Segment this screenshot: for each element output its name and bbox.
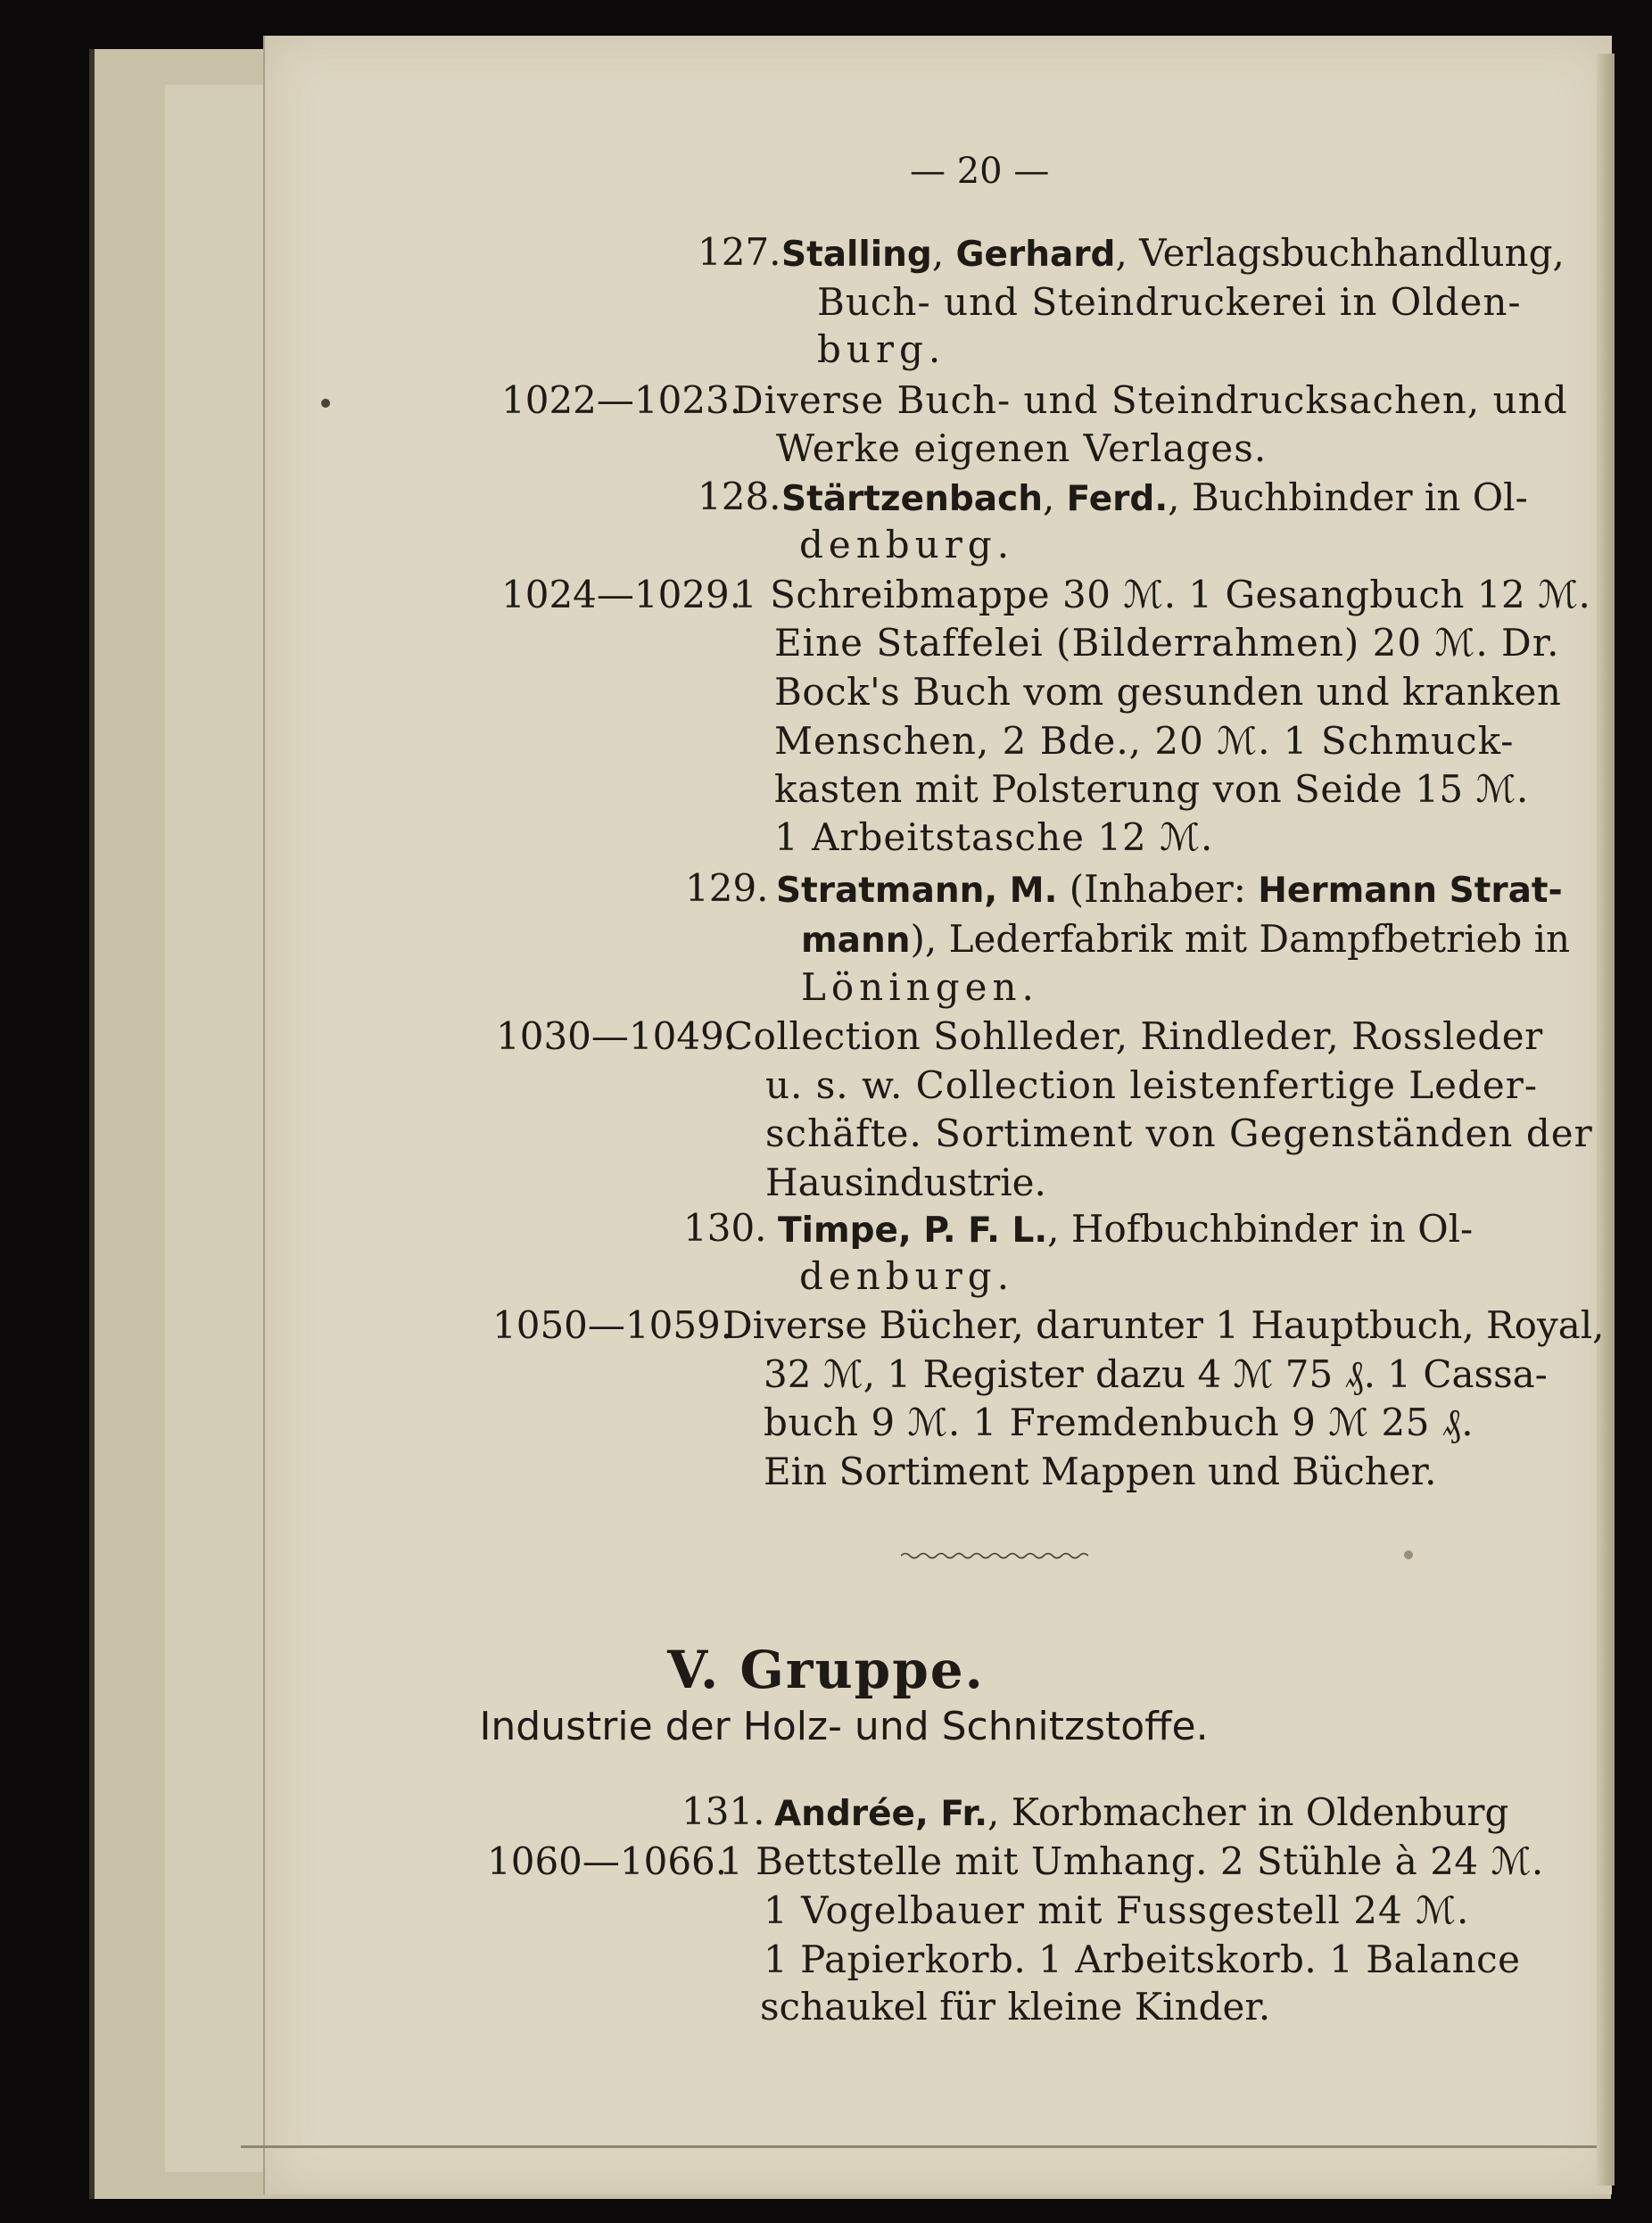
firm-name: Stalling (781, 235, 932, 275)
exhibit-line: buch 9 ℳ. 1 Fremdenbuch 9 ℳ 25 ₰. (764, 1401, 1474, 1444)
group-subtitle: Industrie der Holz- und Schnitzstoffe. (479, 1704, 1209, 1749)
exhibit-line: 1 Papierkorb. 1 Arbeitskorb. 1 Balance (764, 1938, 1521, 1981)
owner-name: Hermann Strat- (1258, 871, 1563, 911)
exhibit-line: schaukel für kleine Kinder. (760, 1985, 1271, 2029)
exhibit-line: 1 Schreibmappe 30 ℳ. 1 Gesangbuch 12 ℳ. (733, 573, 1591, 616)
exhibit-range: 1022—1023. (501, 378, 742, 422)
entry-number: 128. (698, 475, 781, 518)
entry-desc-line: denburg. (799, 523, 1015, 566)
exhibit-range: 1030—1049. (496, 1014, 737, 1058)
entry-firm: Stalling, Gerhard, Verlagsbuchhandlung, (781, 231, 1565, 275)
margin-dot (1404, 1550, 1413, 1559)
entry-number: 129. (685, 866, 769, 910)
entry-desc-line: ), Lederfabrik mit Dampfbetrieb in (910, 917, 1571, 961)
entry-firm (778, 1207, 1474, 1251)
exhibit-line: 1 Bettstelle mit Umhang. 2 Stühle à 24 ℳ. (719, 1839, 1544, 1883)
owner-label: (Inhaber: (1069, 867, 1246, 911)
entry-desc-line: , Korbmacher in Oldenburg (987, 1790, 1509, 1834)
entry-number: 130. (683, 1206, 767, 1250)
exhibit-line: Hausindustrie. (765, 1161, 1046, 1204)
entry-desc-line: , Buchbinder in Ol- (1168, 475, 1528, 519)
entry-firm (776, 867, 1563, 911)
entry-desc-line: Löningen. (801, 965, 1039, 1009)
entry-desc-line: , Hofbuchbinder in Ol- (1047, 1207, 1474, 1251)
owner-name-2: mann (801, 921, 911, 961)
entry-desc-line: burg. (817, 327, 946, 371)
exhibit-line: 1 Vogelbauer mit Fussgestell 24 ℳ. (764, 1888, 1470, 1932)
exhibit-line: Collection Sohlleder, Rindleder, Rossleder (724, 1014, 1543, 1058)
exhibit-line: Menschen, 2 Bde., 20 ℳ. 1 Schmuck- (774, 719, 1515, 763)
exhibit-line: kasten mit Polsterung von Seide 15 ℳ. (774, 767, 1529, 811)
firm-name-2: Gerhard (955, 235, 1116, 275)
entry-desc-line: denburg. (799, 1254, 1015, 1298)
wavy-divider (901, 1550, 1088, 1561)
exhibit-line: 32 ℳ, 1 Register dazu 4 ℳ 75 ₰. 1 Cassa- (764, 1352, 1548, 1396)
firm-name: Timpe, P. F. L. (778, 1211, 1048, 1251)
exhibit-line: 1 Arbeitstasche 12 ℳ. (774, 815, 1214, 859)
entry-number: 127. (698, 230, 781, 274)
entry-desc-line: Buch- und Steindruckerei in Olden- (817, 280, 1522, 324)
group-title: V. Gruppe. (667, 1640, 985, 1700)
exhibit-line: Werke eigenen Verlages. (776, 426, 1268, 470)
margin-dot (321, 399, 330, 408)
exhibit-line: Bock's Buch vom gesunden und kranken (774, 670, 1562, 714)
exhibit-range: 1060—1066. (487, 1839, 728, 1883)
exhibit-line: Ein Sortiment Mappen und Bücher. (764, 1450, 1437, 1493)
firm-name: Andrée, Fr. (774, 1794, 988, 1834)
exhibit-line: Eine Staffelei (Bilderrahmen) 20 ℳ. Dr. (774, 621, 1560, 665)
exhibit-range: 1024—1029. (501, 573, 742, 616)
firm-name: Stärtzenbach (781, 479, 1043, 519)
exhibit-range: 1050—1059. (492, 1303, 733, 1347)
entry-firm (774, 1790, 1509, 1834)
exhibit-line: Diverse Bücher, darunter 1 Hauptbuch, Royal, (723, 1303, 1605, 1347)
entry-number: 131. (681, 1789, 765, 1833)
page-number: — 20 — (910, 151, 1050, 192)
entry-firm: Stärtzenbach, Ferd., Buchbinder in Ol- (781, 475, 1528, 519)
entry-firm-cont (801, 917, 1571, 961)
entry-desc-line: , Verlagsbuchhandlung, (1115, 231, 1565, 275)
exhibit-line: Diverse Buch- und Steindrucksachen, und (733, 378, 1568, 422)
firm-name-2: Ferd. (1066, 479, 1169, 519)
exhibit-line: schäfte. Sortiment von Gegenständen der (765, 1112, 1593, 1155)
exhibit-line: u. s. w. Collection leistenfertige Leder- (765, 1063, 1539, 1107)
firm-name: Stratmann, M. (776, 871, 1058, 911)
